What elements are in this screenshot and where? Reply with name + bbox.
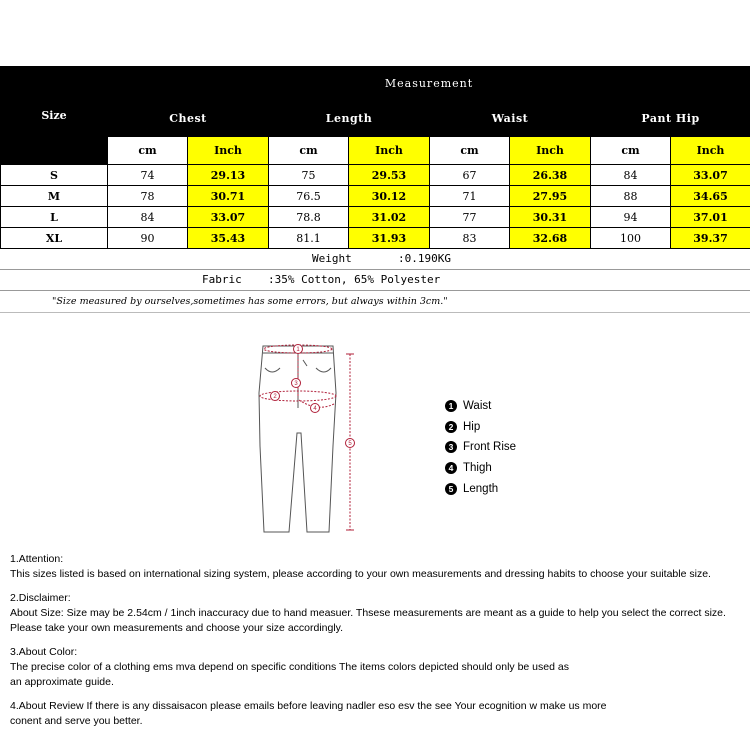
table-cell: 71: [430, 186, 510, 207]
table-cell: 31.02: [349, 207, 430, 228]
number-circle-icon: 4: [445, 462, 457, 474]
table-cell: 94: [591, 207, 671, 228]
table-cell: 77: [430, 207, 510, 228]
size-label: S: [1, 165, 108, 186]
notes-section: [10, 552, 745, 729]
diagram-legend: [445, 396, 516, 499]
table-cell: 30.12: [349, 186, 430, 207]
attention-title: 1.Attention:: [10, 553, 64, 565]
unit-inch: Inch: [671, 137, 750, 165]
table-cell: 33.07: [188, 207, 269, 228]
marker-label-front-rise: 3: [294, 381, 298, 387]
table-cell: 29.53: [349, 165, 430, 186]
number-circle-icon: 3: [445, 441, 457, 453]
color-title: 3.About Color:: [10, 646, 78, 658]
diagram-markers: [271, 345, 355, 448]
legend-label: Thigh: [463, 462, 492, 475]
unit-inch: Inch: [188, 137, 269, 165]
length-header: Length: [269, 100, 430, 137]
table-cell: 27.95: [510, 186, 591, 207]
table-cell: 78.8: [269, 207, 349, 228]
measure-note-text: "Size measured by ourselves,sometimes has some errors, but always within 3cm.": [52, 296, 448, 307]
legend-label: Length: [463, 482, 499, 495]
legend-item: [445, 437, 516, 458]
weight-label: Weight: [312, 252, 352, 265]
table-cell: 34.65: [671, 186, 750, 207]
table-row: [1, 186, 750, 207]
legend-item: [445, 396, 516, 417]
review-text: conent and serve you better.: [10, 715, 143, 727]
table-cell: 67: [430, 165, 510, 186]
pant-hip-header: Pant Hip: [591, 100, 750, 137]
measure-note: [0, 292, 750, 313]
table-cell: 30.71: [188, 186, 269, 207]
disclaimer-text: Please take your own measurements and choose your size accordingly.: [10, 622, 344, 634]
size-table: [0, 66, 750, 249]
weight-value: :0.190KG: [398, 252, 451, 265]
table-cell: 32.68: [510, 228, 591, 249]
table-cell: 78: [108, 186, 188, 207]
size-header: Size: [1, 67, 108, 165]
legend-label: Front Rise: [463, 441, 517, 454]
table-cell: 75: [269, 165, 349, 186]
color-text: The precise color of a clothing ems mva depend on specific conditions The items colors depicted should only be used as: [10, 661, 569, 673]
review-text: 4.About Review If there is any dissaisacon please emails before leaving nadler eso esv the see Your ecognition w make us more: [10, 700, 607, 712]
disclaimer-text: About Size: Size may be 2.54cm / 1inch inaccuracy due to hand measuer. Thsese measurements are meant as a guide to help you select the correct size.: [10, 607, 726, 619]
number-circle-icon: 5: [445, 483, 457, 495]
marker-label-waist: 1: [296, 347, 300, 353]
marker-label-hip: 2: [273, 394, 277, 400]
marker-label-thigh: 4: [313, 406, 317, 412]
legend-label: Waist: [463, 400, 492, 413]
table-cell: 74: [108, 165, 188, 186]
table-cell: 26.38: [510, 165, 591, 186]
fabric-value: :35% Cotton, 65% Polyester: [268, 273, 441, 286]
measurement-header: Measurement: [108, 67, 750, 100]
marker-label-length: 5: [348, 441, 352, 447]
table-row: [1, 165, 750, 186]
legend-item: [445, 458, 516, 479]
table-cell: 88: [591, 186, 671, 207]
size-label: M: [1, 186, 108, 207]
table-cell: 84: [108, 207, 188, 228]
table-cell: 76.5: [269, 186, 349, 207]
unit-inch: Inch: [349, 137, 430, 165]
diagram-marker-labels: [273, 347, 352, 447]
disclaimer-title: 2.Disclaimer:: [10, 592, 71, 604]
unit-cm: cm: [591, 137, 671, 165]
unit-cm: cm: [269, 137, 349, 165]
attention-text: This sizes listed is based on international sizing system, please according to your own measurements and dressing habits to choose your suitable size.: [10, 568, 711, 580]
legend-label: Hip: [463, 420, 481, 433]
table-cell: 35.43: [188, 228, 269, 249]
table-cell: 83: [430, 228, 510, 249]
fabric-label: Fabric: [202, 273, 242, 286]
table-cell: 100: [591, 228, 671, 249]
table-cell: 30.31: [510, 207, 591, 228]
table-cell: 31.93: [349, 228, 430, 249]
unit-cm: cm: [430, 137, 510, 165]
table-cell: 33.07: [671, 165, 750, 186]
weight-line: [0, 249, 750, 270]
color-text: an approximate guide.: [10, 676, 114, 688]
chest-header: Chest: [108, 100, 269, 137]
table-cell: 29.13: [188, 165, 269, 186]
number-circle-icon: 2: [445, 421, 457, 433]
size-label: XL: [1, 228, 108, 249]
legend-item: [445, 478, 516, 499]
waist-header: Waist: [430, 100, 591, 137]
table-cell: 37.01: [671, 207, 750, 228]
pants-diagram: [250, 338, 370, 538]
fabric-line: [0, 269, 750, 291]
legend-item: [445, 417, 516, 438]
size-chart: [0, 66, 750, 249]
number-circle-icon: 1: [445, 400, 457, 412]
table-row: [1, 207, 750, 228]
table-row: [1, 228, 750, 249]
unit-inch: Inch: [510, 137, 591, 165]
size-label: L: [1, 207, 108, 228]
table-cell: 84: [591, 165, 671, 186]
table-cell: 81.1: [269, 228, 349, 249]
unit-cm: cm: [108, 137, 188, 165]
table-cell: 90: [108, 228, 188, 249]
table-cell: 39.37: [671, 228, 750, 249]
